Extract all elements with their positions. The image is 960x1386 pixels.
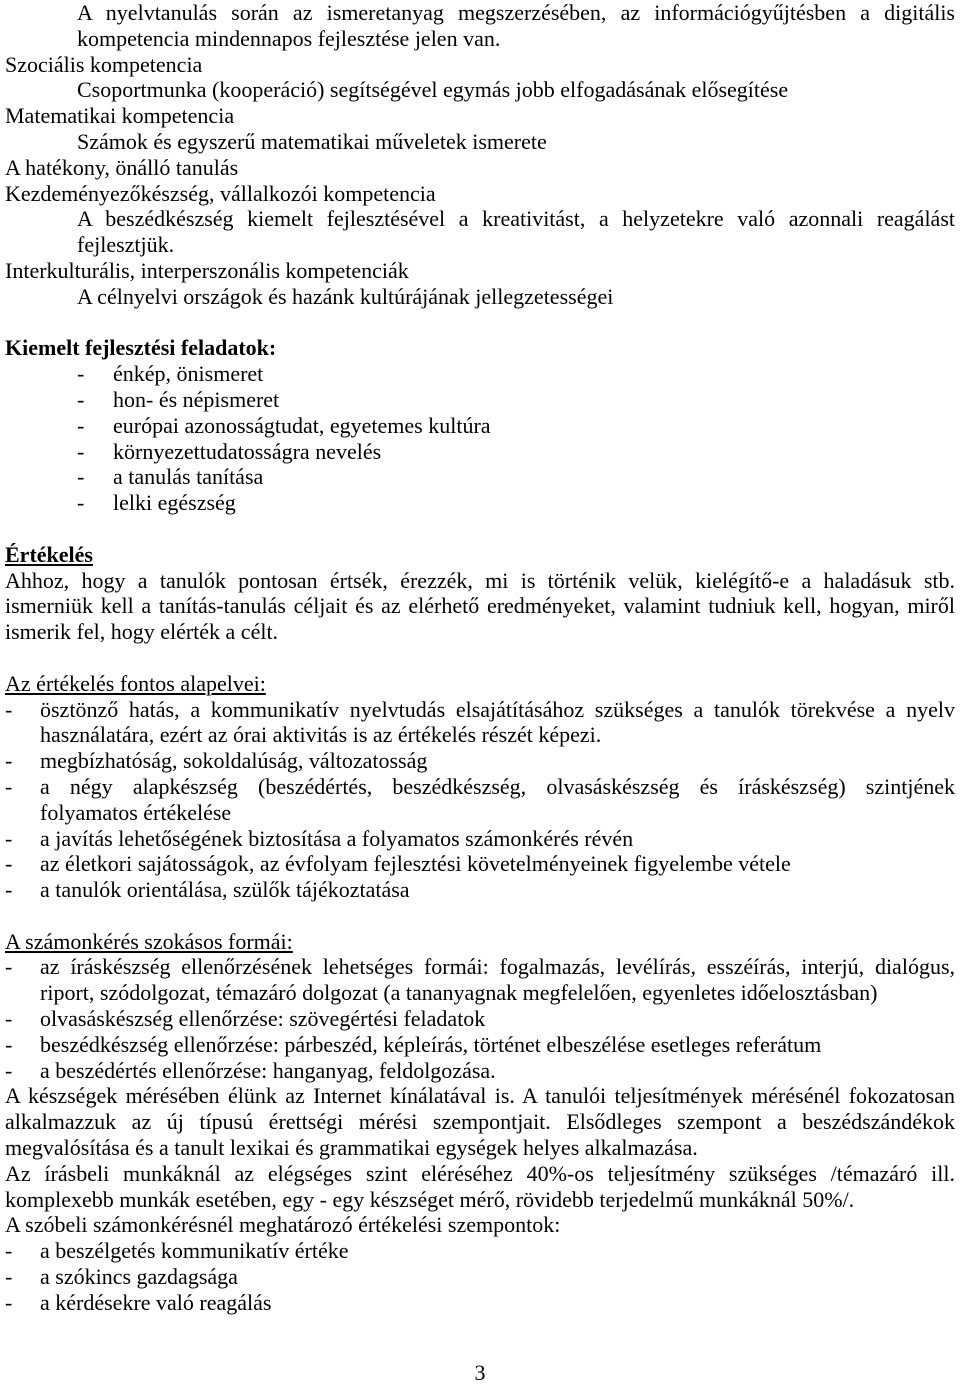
assessment-form-text: olvasáskészség ellenőrzése: szövegértési feladatok bbox=[40, 1006, 486, 1032]
evaluation-paragraph-line: ismerniük kell a tanítás-tanulás céljait és az elérhető eredményeket, valamint tudniuk kell, hogyan, miről bbox=[5, 593, 955, 619]
assessment-form-continuation bbox=[5, 980, 955, 1006]
principle-text: megbízhatóság, sokoldalúság, változatosság bbox=[40, 748, 428, 774]
development-task-item bbox=[5, 490, 955, 516]
development-task-text: a tanulás tanítása bbox=[113, 464, 264, 490]
principle-item-continuation bbox=[5, 722, 955, 748]
list-dash: - bbox=[5, 1238, 13, 1264]
development-task-text: hon- és népismeret bbox=[113, 386, 280, 412]
competency-description-line: fejlesztjük. bbox=[77, 232, 175, 258]
development-task-item bbox=[5, 439, 955, 465]
principle-text: használatára, ezért az órai aktivitás is az értékelés részét képezi. bbox=[40, 722, 602, 748]
section-heading: A számonkérés szokásos formái: bbox=[5, 928, 293, 954]
section-heading-row bbox=[5, 542, 955, 568]
oral-criteria-text: a szókincs gazdagsága bbox=[40, 1264, 238, 1290]
principle-text: az életkori sajátosságok, az évfolyam fejlesztési követelményeinek figyelembe vétele bbox=[40, 851, 791, 877]
principle-item bbox=[5, 748, 955, 774]
list-dash: - bbox=[5, 825, 13, 851]
oral-criteria-item bbox=[5, 1290, 955, 1316]
development-task-text: énkép, önismeret bbox=[113, 361, 264, 387]
competency-title: Interkulturális, interperszonális kompetenciák bbox=[5, 257, 409, 283]
competency-description-line: A beszédkészség kiemelt fejlesztésével a kreativitást, a helyzetekre való azonnali reagálást bbox=[77, 206, 955, 232]
assessment-form-text: az íráskészség ellenőrzésének lehetséges formái: fogalmazás, levélírás, esszéírás, interjú, dialógus, bbox=[40, 954, 955, 980]
list-dash: - bbox=[5, 1264, 13, 1290]
blank-line-gap bbox=[5, 645, 955, 671]
assessment-form-item bbox=[5, 1058, 955, 1084]
section-heading: Az értékelés fontos alapelvei: bbox=[5, 670, 266, 696]
section-heading-row bbox=[5, 671, 955, 697]
development-task-item bbox=[5, 464, 955, 490]
development-tasks-section bbox=[5, 335, 955, 516]
principle-item bbox=[5, 826, 955, 852]
list-dash: - bbox=[5, 1031, 13, 1057]
oral-criteria-text: a beszélgetés kommunikatív értéke bbox=[40, 1238, 349, 1264]
competencies-section bbox=[5, 0, 955, 310]
section-heading: Értékelés bbox=[5, 541, 93, 567]
list-dash: - bbox=[5, 1057, 13, 1083]
list-dash: - bbox=[5, 696, 13, 722]
principles-section bbox=[5, 671, 955, 903]
principle-item bbox=[5, 851, 955, 877]
evaluation-paragraph-line: ismerik fel, hogy elérték a célt. bbox=[5, 619, 279, 645]
development-task-text: lelki egészség bbox=[113, 490, 236, 516]
principle-text: a négy alapkészség (beszédértés, beszédkészség, olvasáskészség és íráskészség) szintjének bbox=[40, 773, 955, 799]
assessment-paragraph-line: megvalósítása és a tanult lexikai és grammatikai egységek helyes alkalmazása. bbox=[5, 1135, 698, 1161]
competency-description-line: Számok és egyszerű matematikai műveletek ismerete bbox=[77, 128, 547, 154]
development-task-text: európai azonosságtudat, egyetemes kultúra bbox=[113, 412, 491, 438]
principle-item bbox=[5, 697, 955, 723]
evaluation-paragraph-line: Ahhoz, hogy a tanulók pontosan értsék, érezzék, mi is történik velük, kielégítő-e a haladásuk stb. bbox=[5, 567, 955, 593]
assessment-form-item bbox=[5, 1032, 955, 1058]
section-heading: Kiemelt fejlesztési feladatok: bbox=[5, 335, 277, 361]
blank-line-gap bbox=[5, 903, 955, 929]
assessment-paragraph-line: A készségek mérésében élünk az Internet kínálatával is. A tanulói teljesítmények mérésénél fokozatosan bbox=[5, 1083, 955, 1109]
page-number: 3 bbox=[474, 1360, 486, 1385]
assessment-section bbox=[5, 929, 955, 1316]
competency-title: A hatékony, önálló tanulás bbox=[5, 154, 239, 180]
competency-continuation-line: A nyelvtanulás során az ismeretanyag megszerzésében, az információgyűjtésben a digitális bbox=[77, 0, 955, 25]
list-dash: - bbox=[5, 748, 13, 774]
assessment-form-text: a beszédértés ellenőrzése: hanganyag, feldolgozása. bbox=[40, 1057, 496, 1083]
development-task-item bbox=[5, 361, 955, 387]
oral-criteria-text: a kérdésekre való reagálás bbox=[40, 1289, 272, 1315]
page-body bbox=[5, 0, 955, 1316]
list-dash: - bbox=[77, 464, 85, 490]
list-dash: - bbox=[77, 438, 85, 464]
list-dash: - bbox=[77, 386, 85, 412]
competency-continuation-line: kompetencia mindennapos fejlesztése jelen van. bbox=[77, 25, 501, 51]
list-dash: - bbox=[77, 412, 85, 438]
principle-item-continuation bbox=[5, 800, 955, 826]
blank-line-gap bbox=[5, 310, 955, 336]
principle-text: a javítás lehetőségének biztosítása a folyamatos számonkérés révén bbox=[40, 825, 634, 851]
list-dash: - bbox=[5, 877, 13, 903]
assessment-paragraph-line: komplexebb munkák esetében, egy - egy készséget mérő, rövidebb terjedelmű munkáknál 50%/. bbox=[5, 1186, 855, 1212]
competency-description-line: Csoportmunka (kooperáció) segítségével egymás jobb elfogadásának elősegítése bbox=[77, 77, 789, 103]
list-dash: - bbox=[5, 851, 13, 877]
evaluation-section bbox=[5, 542, 955, 645]
principle-text: folyamatos értékelése bbox=[40, 799, 232, 825]
assessment-form-item bbox=[5, 1006, 955, 1032]
list-dash: - bbox=[5, 1289, 13, 1315]
list-dash: - bbox=[5, 1006, 13, 1032]
competency-title: Szociális kompetencia bbox=[5, 51, 203, 77]
assessment-form-item bbox=[5, 954, 955, 980]
blank-line-gap bbox=[5, 516, 955, 542]
list-dash: - bbox=[77, 361, 85, 387]
development-task-text: környezettudatosságra nevelés bbox=[113, 438, 382, 464]
competency-title: Matematikai kompetencia bbox=[5, 103, 235, 129]
principle-text: a tanulók orientálása, szülők tájékoztatása bbox=[40, 877, 410, 903]
assessment-form-text: riport, szódolgozat, témazáró dolgozat (a tananyagnak megfelelően, egyenletes időelosztásban) bbox=[40, 980, 878, 1006]
oral-criteria-item bbox=[5, 1264, 955, 1290]
competency-title: Kezdeményezőkészség, vállalkozói kompetencia bbox=[5, 180, 436, 206]
principle-item bbox=[5, 877, 955, 903]
list-dash: - bbox=[5, 954, 13, 980]
section-heading-row bbox=[5, 929, 955, 955]
oral-criteria-item bbox=[5, 1238, 955, 1264]
assessment-paragraph-line: Az írásbeli munkáknál az elégséges szint eléréséhez 40%-os teljesítmény szükséges /témazáró ill. bbox=[5, 1160, 955, 1186]
competency-description-line: A célnyelvi országok és hazánk kultúrájának jellegzetességei bbox=[77, 283, 614, 309]
principle-text: ösztönző hatás, a kommunikatív nyelvtudás elsajátításához szükséges a tanulók törekvése a nyelv bbox=[40, 696, 955, 722]
list-dash: - bbox=[77, 490, 85, 516]
principle-item bbox=[5, 774, 955, 800]
assessment-paragraph-line: alkalmazzuk az új típusú érettségi mérési szempontjait. Elsődleges szempont a beszédszándékok bbox=[5, 1109, 955, 1135]
development-task-item bbox=[5, 413, 955, 439]
oral-criteria-heading: A szóbeli számonkérésnél meghatározó értékelési szempontok: bbox=[5, 1212, 561, 1238]
development-task-item bbox=[5, 387, 955, 413]
assessment-form-text: beszédkészség ellenőrzése: párbeszéd, képleírás, történet elbeszélése esetleges referátum bbox=[40, 1031, 822, 1057]
list-dash: - bbox=[5, 773, 13, 799]
